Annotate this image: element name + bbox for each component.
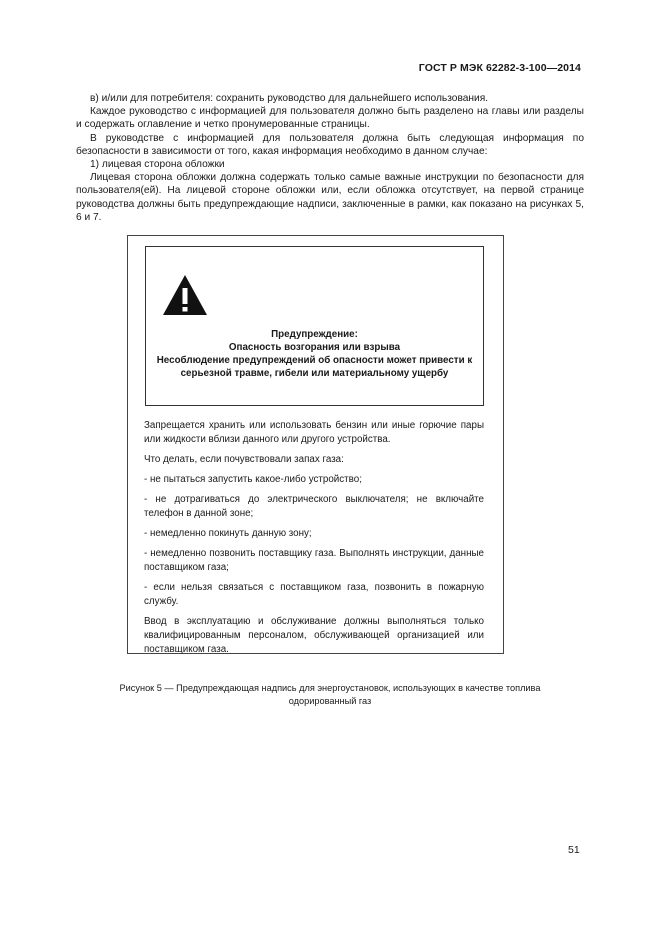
figure-list-item: - не пытаться запустить какое-либо устройство;: [144, 474, 362, 485]
figure-instructions: [144, 419, 484, 663]
warning-subtitle: Опасность возгорания или взрыва: [228, 342, 401, 353]
paragraph-safety-info: В руководстве с информацией для пользователя должна быть следующая информация по безопасности в зависимости от того, какая информация необходимо в данном случае:: [76, 132, 584, 157]
figure-list-item: - немедленно позвонить поставщику газа. Выполнять инструкции, данные поставщиком газа;: [144, 548, 484, 573]
figure-list-item: - если нельзя связаться с поставщиком газа, позвонить в пожарную службу.: [144, 582, 484, 607]
figure-5-warning-label: [127, 235, 504, 654]
figure-paragraph: Запрещается хранить или использовать бензин или иные горючие пары или жидкости вблизи данного или другого устройства.: [144, 420, 484, 445]
warning-title: Предупреждение:: [271, 329, 358, 340]
body-text: [76, 92, 584, 224]
figure-caption: [76, 682, 584, 707]
caption-line-1: Рисунок 5 — Предупреждающая надпись для энергоустановок, использующих в качестве топлива: [119, 683, 541, 693]
figure-list-item: - немедленно покинуть данную зону;: [144, 528, 312, 539]
warning-triangle-icon: [161, 273, 209, 317]
paragraph-manual-structure: Каждое руководство с информацией для пользователя должно быть разделено на главы или разделы и содержать оглавление и четко пронумерованные страницы.: [76, 106, 584, 131]
warning-box: [145, 246, 484, 406]
figure-paragraph: Ввод в эксплуатацию и обслуживание должны выполняться только квалифицированным персоналом, обслуживающей организацией или поставщиком газа.: [144, 616, 484, 655]
paragraph-cover-content: Лицевая сторона обложки должна содержать только самые важные инструкции по безопасности для пользователя(ей). На лицевой стороне обложки или, если обложка отсутствует, на первой странице руководства должны быть предупреждающие надписи, заключенные в рамки, как показано на рисунках 5, 6 и 7.: [76, 172, 584, 223]
paragraph-item-v: в) и/или для потребителя: сохранить руководство для дальнейшего использования.: [90, 93, 489, 104]
figure-paragraph: Что делать, если почувствовали запах газа:: [144, 454, 344, 465]
figure-list-item: - не дотрагиваться до электрического выключателя; не включайте телефон в данной зоне;: [144, 494, 484, 519]
warning-message: Несоблюдение предупреждений об опасности может привести к серьезной травме, гибели или материальному ущербу: [156, 355, 473, 379]
paragraph-cover-heading: 1) лицевая сторона обложки: [90, 159, 225, 171]
caption-line-2: одорированный газ: [288, 695, 372, 706]
page-number: 51: [568, 844, 580, 856]
warning-text-block: [156, 328, 473, 380]
document-header: ГОСТ Р МЭК 62282-3-100—2014: [418, 62, 581, 74]
